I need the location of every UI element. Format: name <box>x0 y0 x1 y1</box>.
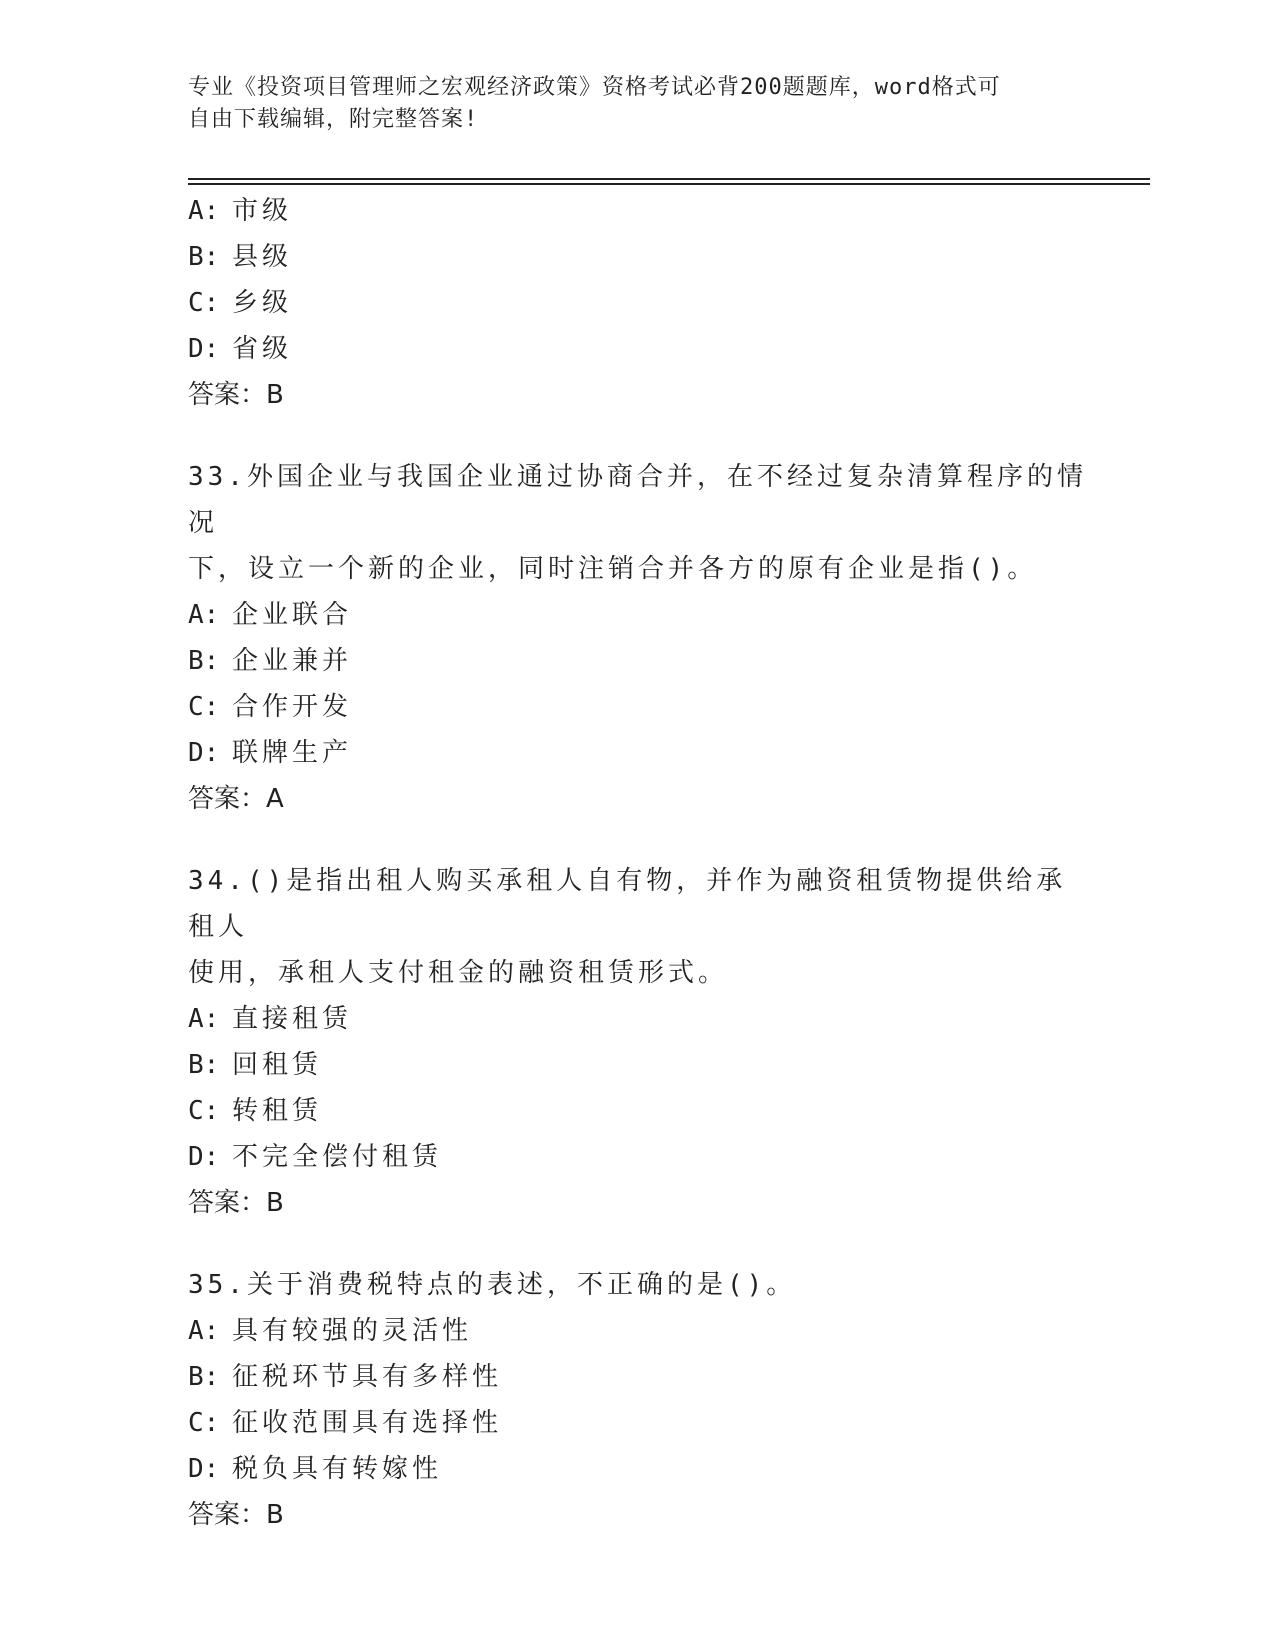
option-letter: B: <box>188 1050 220 1080</box>
option-b <box>188 1042 1088 1088</box>
option-letter: A: <box>188 196 220 226</box>
question-text-line-2: 使用，承租人支付租金的融资租赁形式。 <box>188 958 729 988</box>
option-letter: B: <box>188 1362 220 1392</box>
option-d <box>188 326 1088 372</box>
option-c <box>188 684 1088 730</box>
option-text: 市级 <box>232 196 293 226</box>
option-text: 征收范围具有选择性 <box>232 1408 503 1438</box>
answer-line: 答案：B <box>188 1500 284 1530</box>
question-block-32 <box>188 188 1088 418</box>
option-letter: D: <box>188 738 220 768</box>
option-text: 税负具有转嫁性 <box>232 1454 443 1484</box>
answer-line: 答案：B <box>188 1188 284 1218</box>
option-text: 合作开发 <box>232 692 353 722</box>
question-text <box>188 858 1088 996</box>
option-d <box>188 1134 1088 1180</box>
option-text: 转租赁 <box>232 1096 323 1126</box>
option-a <box>188 996 1088 1042</box>
option-a <box>188 592 1088 638</box>
question-block-33 <box>188 454 1088 822</box>
option-letter: C: <box>188 1096 220 1126</box>
option-text: 联牌生产 <box>232 738 353 768</box>
document-body <box>188 188 1088 1538</box>
question-text <box>188 1262 1088 1308</box>
header-line-2: 自由下载编辑，附完整答案! <box>188 107 479 132</box>
option-list <box>188 592 1088 776</box>
option-letter: C: <box>188 288 220 318</box>
option-text: 企业联合 <box>232 600 353 630</box>
option-d <box>188 1446 1088 1492</box>
question-text-line-1: 34.()是指出租人购买承租人自有物，并作为融资租赁物提供给承租人 <box>188 866 1067 942</box>
option-text: 县级 <box>232 242 293 272</box>
option-list <box>188 996 1088 1180</box>
question-text-line-2: 下，设立一个新的企业，同时注销合并各方的原有企业是指()。 <box>188 554 1038 584</box>
option-text: 省级 <box>232 334 293 364</box>
option-letter: D: <box>188 334 220 364</box>
question-text-line-1: 33.外国企业与我国企业通过协商合并，在不经过复杂清算程序的情况 <box>188 462 1087 538</box>
document-header <box>188 72 1068 136</box>
option-text: 具有较强的灵活性 <box>232 1316 473 1346</box>
option-b <box>188 638 1088 684</box>
option-letter: A: <box>188 600 220 630</box>
header-rule-thick <box>188 178 1150 180</box>
option-letter: A: <box>188 1004 220 1034</box>
option-c <box>188 1400 1088 1446</box>
option-letter: D: <box>188 1454 220 1484</box>
header-rule-thin <box>188 183 1150 185</box>
option-a <box>188 1308 1088 1354</box>
option-list <box>188 188 1088 372</box>
header-line-1: 专业《投资项目管理师之宏观经济政策》资格考试必背200题题库，word格式可 <box>188 75 1001 100</box>
option-c <box>188 1088 1088 1134</box>
option-list <box>188 1308 1088 1492</box>
option-text: 回租赁 <box>232 1050 323 1080</box>
option-b <box>188 1354 1088 1400</box>
option-letter: B: <box>188 646 220 676</box>
option-d <box>188 730 1088 776</box>
question-text-line-1: 35.关于消费税特点的表述，不正确的是()。 <box>188 1270 797 1300</box>
option-text: 企业兼并 <box>232 646 353 676</box>
option-letter: C: <box>188 692 220 722</box>
answer-line: 答案：B <box>188 380 284 410</box>
option-text: 不完全偿付租赁 <box>232 1142 443 1172</box>
option-a <box>188 188 1088 234</box>
option-c <box>188 280 1088 326</box>
question-block-35 <box>188 1262 1088 1538</box>
option-text: 征税环节具有多样性 <box>232 1362 503 1392</box>
option-text: 乡级 <box>232 288 293 318</box>
question-text <box>188 454 1088 592</box>
option-letter: B: <box>188 242 220 272</box>
option-b <box>188 234 1088 280</box>
question-block-34 <box>188 858 1088 1226</box>
option-text: 直接租赁 <box>232 1004 353 1034</box>
option-letter: A: <box>188 1316 220 1346</box>
option-letter: D: <box>188 1142 220 1172</box>
option-letter: C: <box>188 1408 220 1438</box>
answer-line: 答案：A <box>188 784 284 814</box>
